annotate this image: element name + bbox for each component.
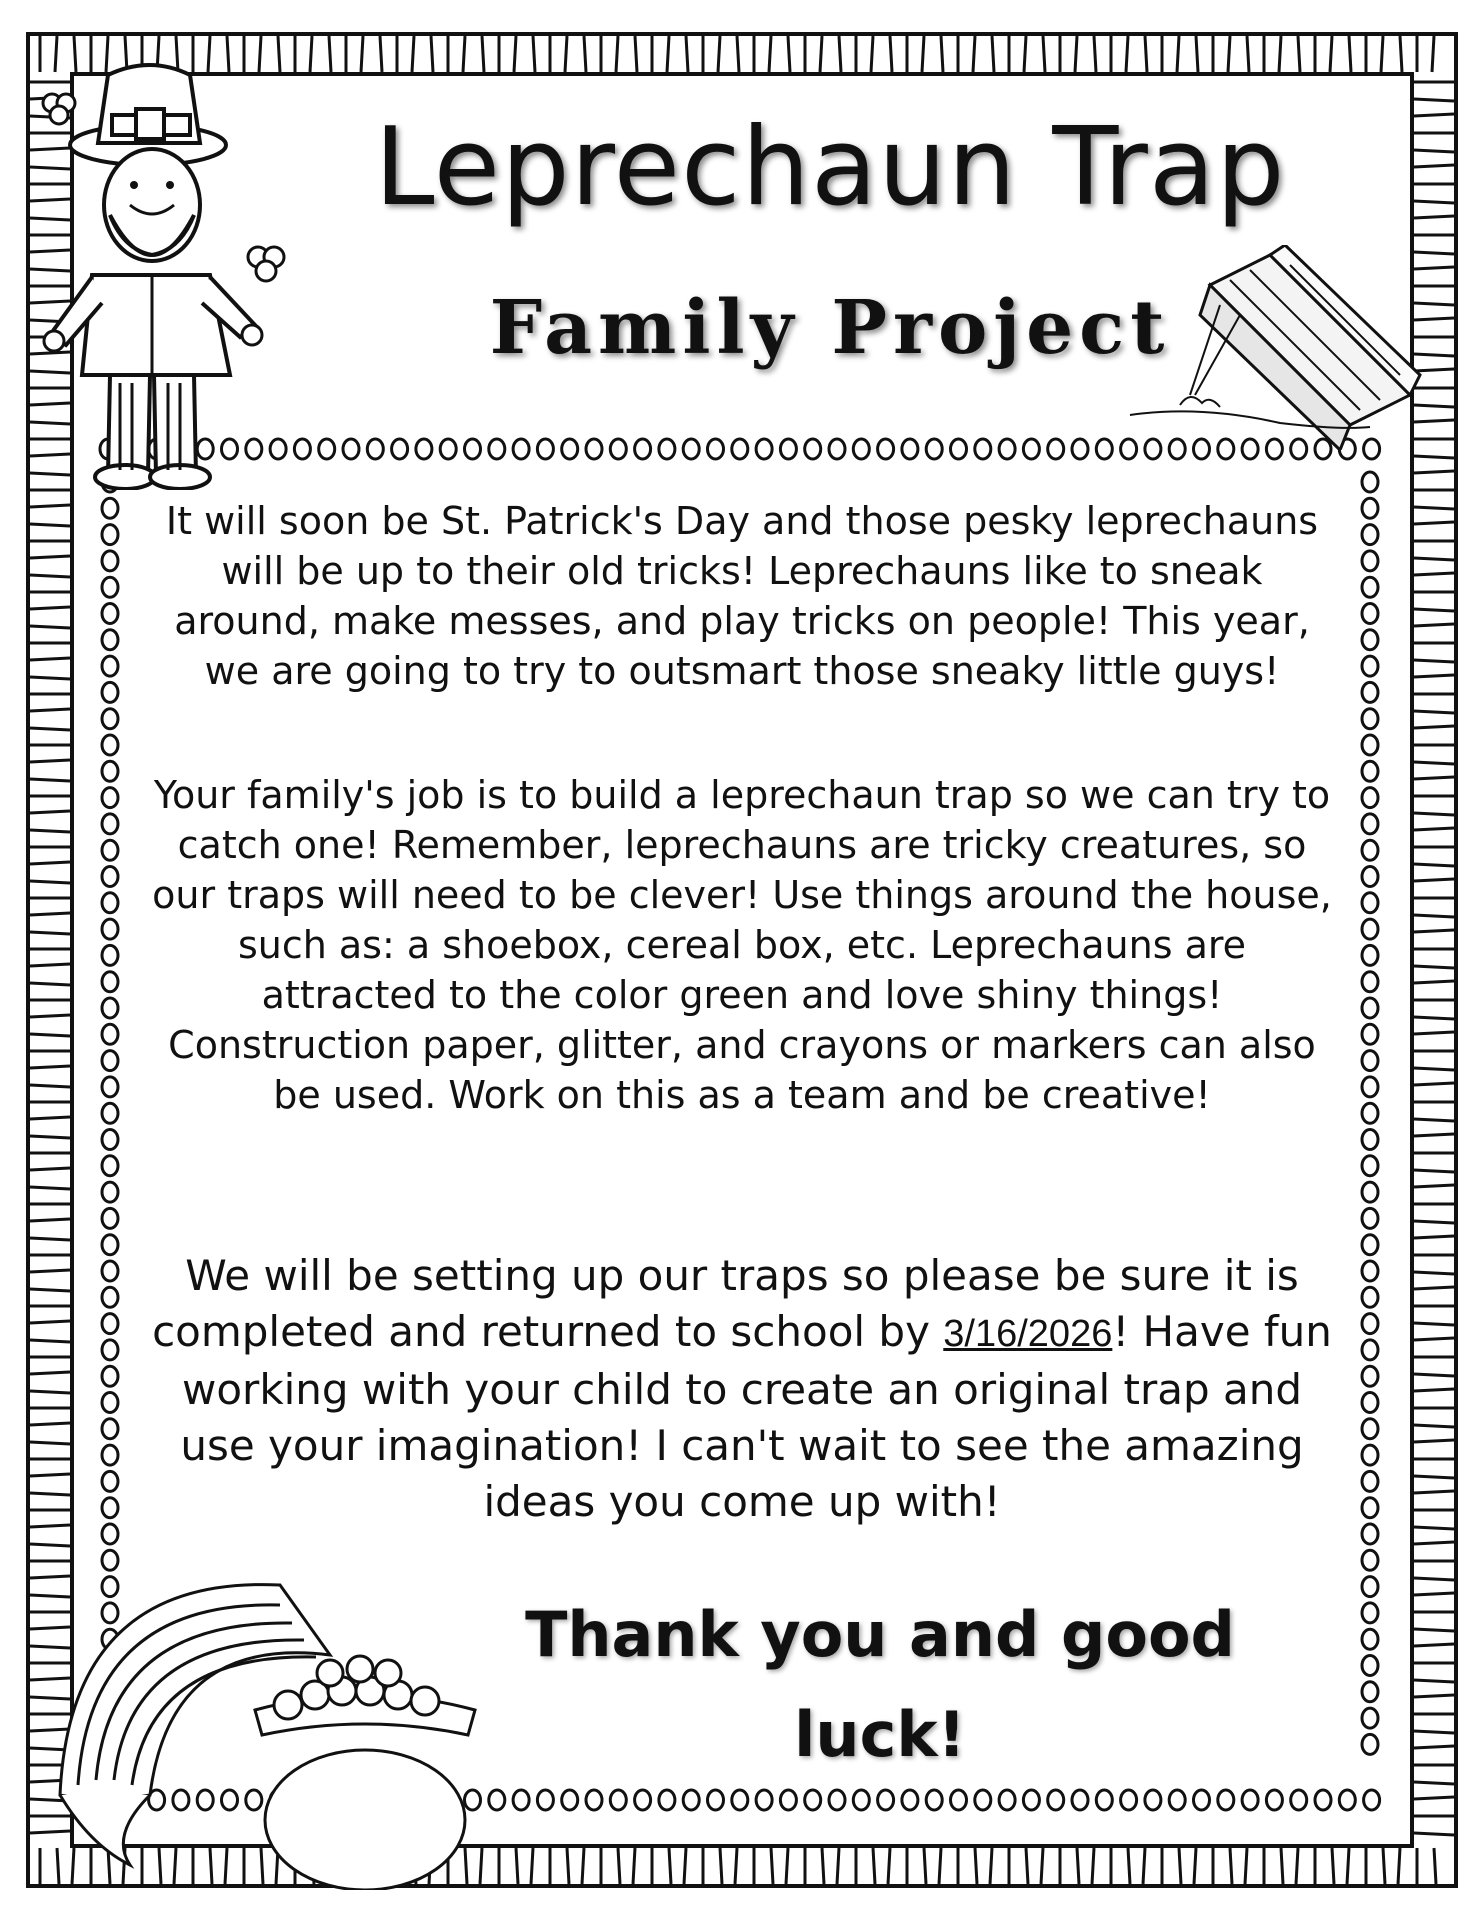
- paragraph-intro: It will soon be St. Patrick's Day and those pesky leprechauns will be up to their old tricks! Leprechauns like to sneak around, make messes, and play tricks on people! This year, we are going to try to outsmart those sneaky little guys!: [165, 499, 1319, 693]
- page-subtitle: Family Project: [489, 285, 1171, 371]
- paragraph-instructions: Your family's job is to build a leprechaun trap so we can try to catch one! Remember, leprechauns are tricky creatures, so our traps will need to be clever! Use things around the house, such as: a shoebox, cereal box, etc. Leprechauns are attracted to the color green and love shiny things! Construction paper, glitter, and crayons or markers can also be used. Work on this as a team and be creative!: [152, 773, 1332, 1117]
- closing-message: Thank you and good luck!: [525, 1598, 1235, 1771]
- paragraph-due-date: [150, 1248, 1334, 1530]
- rainbow-pot-of-gold-illustration: [30, 1545, 480, 1890]
- due-date-lead-text: We will be setting up our traps so please be sure it is completed and returned to school by: [152, 1251, 1299, 1356]
- due-date: 3/16/2026: [943, 1313, 1113, 1355]
- due-date-trailing-text: ! Have fun working with your child to create an original trap and use your imagination! I can't wait to see the amazing ideas you come up with!: [180, 1307, 1332, 1526]
- page-title: Leprechaun Trap: [374, 105, 1286, 230]
